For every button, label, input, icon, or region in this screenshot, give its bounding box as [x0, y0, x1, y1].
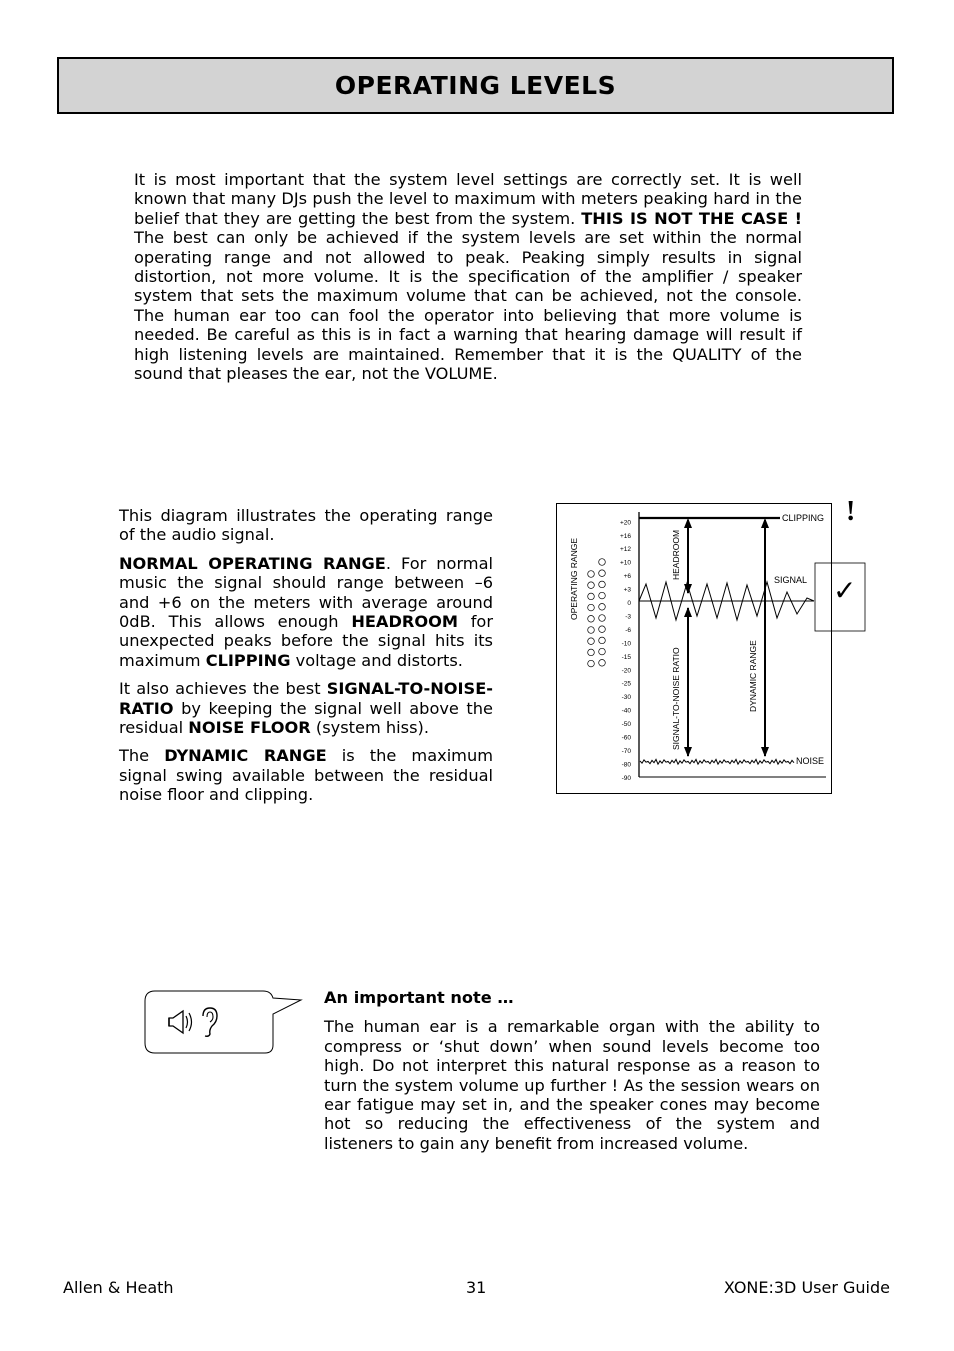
- scale-tick-label: +20: [619, 519, 631, 527]
- description-p4: [119, 746, 493, 804]
- description-p4-text2: is the maximum signal swing available between the residual noise floor and clipping.: [119, 746, 493, 805]
- description-p2-text1: . For normal music the signal should range between –6 and +6 on the meters with average around 0dB. This allows enough: [119, 553, 493, 632]
- meter-led: [599, 615, 606, 622]
- term-snr: SIGNAL-TO-NOISE-RATIO: [119, 679, 493, 718]
- intro-paragraph: [134, 170, 802, 383]
- clipping-label: CLIPPING: [782, 513, 825, 523]
- term-headroom: HEADROOM: [351, 612, 458, 632]
- meter-led: [588, 604, 595, 611]
- description-p4-text1: The: [119, 746, 165, 766]
- note-callout: [143, 990, 305, 1058]
- scale-tick-label: -3: [625, 613, 631, 621]
- operating-range-label: OPERATING RANGE: [569, 537, 579, 620]
- scale-tick-label: -60: [621, 734, 631, 742]
- meter-led: [599, 604, 606, 611]
- diagram-description: [119, 506, 493, 814]
- snr-arrowhead-up: [684, 607, 692, 617]
- footer-guide-title: XONE:3D User Guide: [723, 1278, 890, 1297]
- footer-brand: Allen & Heath: [63, 1278, 174, 1297]
- meter-led: [588, 638, 595, 645]
- dynamic-range-arrowhead-up: [761, 518, 769, 528]
- meter-led: [599, 626, 606, 633]
- note-body: The human ear is a remarkable organ with the ability to compress or ‘shut down’ when sound levels become too high. Do not interpret this natural response as a reason to turn the system volume up further ! As the session wears on ear fatigue may set in, and the speaker cones may become hot so reducing the effectiveness of the system and listeners to gain any benefit from increased volume.: [324, 1017, 820, 1153]
- check-mark: ✓: [833, 574, 857, 607]
- scale-tick-label: -70: [621, 747, 631, 755]
- scale-tick-label: -30: [621, 694, 631, 702]
- important-note: [324, 988, 820, 1153]
- description-p1: This diagram illustrates the operating range of the audio signal.: [119, 506, 493, 545]
- meter-led: [588, 571, 595, 578]
- meter-led: [588, 627, 595, 634]
- headroom-arrowhead-up: [684, 518, 692, 528]
- headroom-label: HEADROOM: [671, 529, 681, 580]
- meter-led: [599, 648, 606, 655]
- scale-tick-label: -20: [621, 667, 631, 675]
- scale-tick-label: -6: [625, 626, 631, 634]
- meter-led: [599, 660, 606, 667]
- term-noise-floor: NOISE FLOOR: [188, 718, 311, 738]
- description-p2-text3: voltage and distorts.: [290, 650, 463, 670]
- footer-page-number: 31: [466, 1278, 487, 1297]
- signal-label: SIGNAL: [774, 575, 808, 585]
- meter-led: [599, 637, 606, 644]
- scale-tick-label: +16: [619, 532, 631, 540]
- description-p3-text3: (system hiss).: [310, 718, 429, 738]
- operating-levels-diagram: [556, 490, 876, 800]
- dynamic-range-label: DYNAMIC RANGE: [748, 640, 758, 712]
- meter-led: [588, 649, 595, 656]
- meter-led: [588, 593, 595, 600]
- scale-tick-label: -90: [621, 774, 631, 782]
- intro-text-1: It is most important that the system level settings are correctly set. It is well known that many DJs push the level to maximum with meters peaking hard in the belief that they are getting the best from the system.: [134, 170, 802, 228]
- description-p2: [119, 554, 493, 670]
- meter-led: [588, 582, 595, 589]
- meter-led: [599, 570, 606, 577]
- scale-tick-label: +12: [619, 546, 631, 554]
- scale-tick-label: -80: [621, 761, 631, 769]
- noise-label: NOISE: [796, 756, 825, 766]
- term-normal-operating-range: NORMAL OPERATING RANGE: [119, 553, 386, 573]
- scale-tick-label: -10: [621, 640, 631, 648]
- description-p3: [119, 679, 493, 737]
- scale-tick-label: +3: [623, 586, 631, 594]
- meter-led: [588, 660, 595, 667]
- noise-floor-line: [640, 759, 794, 764]
- meter-led: [599, 581, 606, 588]
- scale-tick-label: -25: [621, 680, 631, 688]
- title-banner: [57, 57, 894, 114]
- snr-arrowhead-down: [684, 747, 692, 757]
- description-p3-text2: by keeping the signal well above the residual: [119, 698, 493, 738]
- description-p2-text2: for unexpected peaks before the signal hits its maximum: [119, 612, 493, 670]
- snr-label: SIGNAL-TO-NOISE RATIO: [671, 647, 681, 750]
- scale-tick-label: -15: [621, 653, 631, 661]
- intro-text-2: The best can only be achieved if the system levels are set within the normal operating range and not allowed to peak. Peaking simply results in signal distortion, not more volume. It is the specification of the amplifier / speaker system that sets the maximum volume that can be achieved, not the console. The human ear too can fool the operator into believing that more volume is needed. Be careful as this is in fact a warning that hearing damage will result if high listening levels are maintained. Remember that it is the QUALITY of the sound that pleases the ear, not the VOLUME.: [134, 228, 802, 384]
- scale-tick-label: -50: [621, 721, 631, 729]
- exclaim-mark: !: [846, 496, 856, 527]
- scale-tick-label: +6: [623, 573, 631, 581]
- term-dynamic-range: DYNAMIC RANGE: [164, 746, 327, 766]
- scale-tick-label: -40: [621, 707, 631, 715]
- page-title: OPERATING LEVELS: [334, 71, 617, 100]
- meter-led: [599, 592, 606, 599]
- scale-tick-label: 0: [627, 600, 631, 607]
- note-heading: An important note …: [324, 988, 514, 1007]
- meter-led: [599, 559, 606, 566]
- intro-emphasis: THIS IS NOT THE CASE !: [581, 208, 802, 228]
- dynamic-range-arrowhead-down: [761, 747, 769, 757]
- scale-tick-label: +10: [619, 559, 631, 567]
- meter-led: [588, 616, 595, 623]
- term-clipping: CLIPPING: [205, 650, 291, 670]
- description-p3-text1: It also achieves the best: [119, 679, 327, 699]
